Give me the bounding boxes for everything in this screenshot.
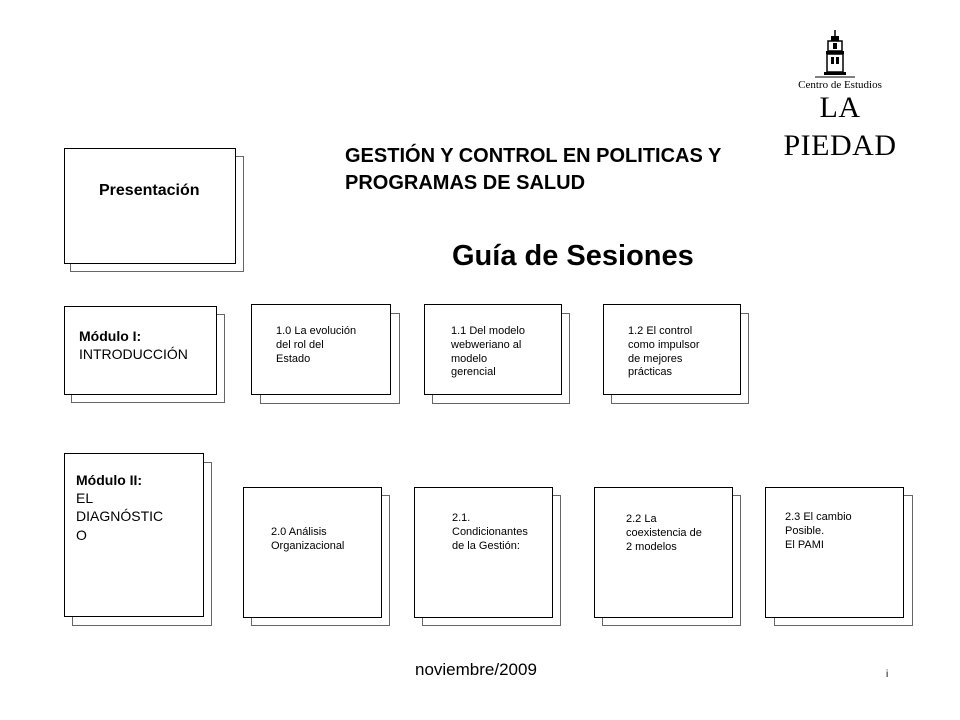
session-2-3-box[interactable] [765, 487, 904, 618]
session-2-2-line2: coexistencia de [626, 526, 702, 539]
modulo2-text [76, 471, 201, 544]
footer-date: noviembre/2009 [415, 660, 537, 679]
session-1-0-box[interactable] [251, 304, 391, 395]
session-1-1-line4: gerencial [451, 366, 496, 379]
page-subtitle: Guía de Sesiones [452, 240, 694, 272]
centro-la-piedad-logo [760, 28, 920, 162]
modulo2-name-line2: DIAGNÓSTIC [76, 508, 164, 525]
session-2-3-line2: Posible. [785, 524, 825, 537]
session-2-2-line3: 2 modelos [626, 540, 677, 553]
session-2-0-line2: Organizacional [271, 539, 345, 552]
session-2-3-text [785, 511, 899, 552]
session-1-2-box[interactable] [603, 304, 741, 395]
session-1-1-line1: 1.1 Del modelo [451, 325, 525, 337]
session-2-1-line3: de la Gestión: [452, 539, 520, 552]
logo-line1: Centro de Estudios [798, 79, 882, 91]
session-1-2-line4: prácticas [628, 366, 673, 379]
session-1-2-line2: como impulsor [628, 338, 700, 351]
session-1-1-text [451, 325, 559, 380]
modulo1-title: Módulo I: [79, 328, 142, 344]
presentacion-box[interactable] [64, 148, 236, 264]
session-1-1-line2: webweriano al [451, 338, 522, 351]
session-1-0-line3: Estado [276, 352, 311, 365]
modulo1-text [79, 327, 215, 363]
session-2-0-text [271, 526, 379, 554]
modulo2-name-line1: EL [76, 490, 94, 507]
session-2-1-box[interactable] [414, 487, 553, 618]
session-2-2-box[interactable] [594, 487, 733, 618]
modulo2-name-line3: O [76, 526, 87, 543]
session-2-2-line1: 2.2 La [626, 513, 657, 525]
page-title-line2: PROGRAMAS DE SALUD [345, 172, 586, 194]
page-number: i [886, 669, 889, 680]
modulo1-name: INTRODUCCIÓN [79, 346, 188, 363]
session-1-0-line1: 1.0 La evolución [276, 325, 357, 337]
modulo1-box[interactable] [64, 306, 217, 395]
session-2-2-text [626, 513, 730, 554]
session-2-3-line3: El PAMI [785, 538, 824, 551]
session-1-1-box[interactable] [424, 304, 562, 395]
session-2-3-line1: 2.3 El cambio [785, 511, 852, 523]
session-2-1-text [452, 512, 550, 553]
session-1-0-text [276, 325, 386, 366]
logo-line2: LA PIEDAD [783, 91, 897, 162]
session-2-0-line1: 2.0 Análisis [271, 526, 327, 538]
modulo2-title: Módulo II: [76, 472, 143, 488]
session-1-0-line2: del rol del [276, 338, 324, 351]
session-1-2-line3: de mejores [628, 352, 683, 365]
session-2-0-box[interactable] [243, 487, 382, 618]
presentacion-label: Presentación [99, 182, 200, 199]
page-title-line1: GESTIÓN Y CONTROL EN POLITICAS Y [345, 145, 722, 167]
page-title [345, 143, 825, 197]
session-2-1-line2: Condicionantes [452, 525, 528, 538]
session-1-2-text [628, 325, 736, 380]
session-2-1-line1: 2.1. [452, 512, 471, 524]
modulo2-box[interactable] [64, 453, 204, 617]
session-1-1-line3: modelo [451, 352, 488, 365]
session-1-2-line1: 1.2 El control [628, 325, 693, 337]
